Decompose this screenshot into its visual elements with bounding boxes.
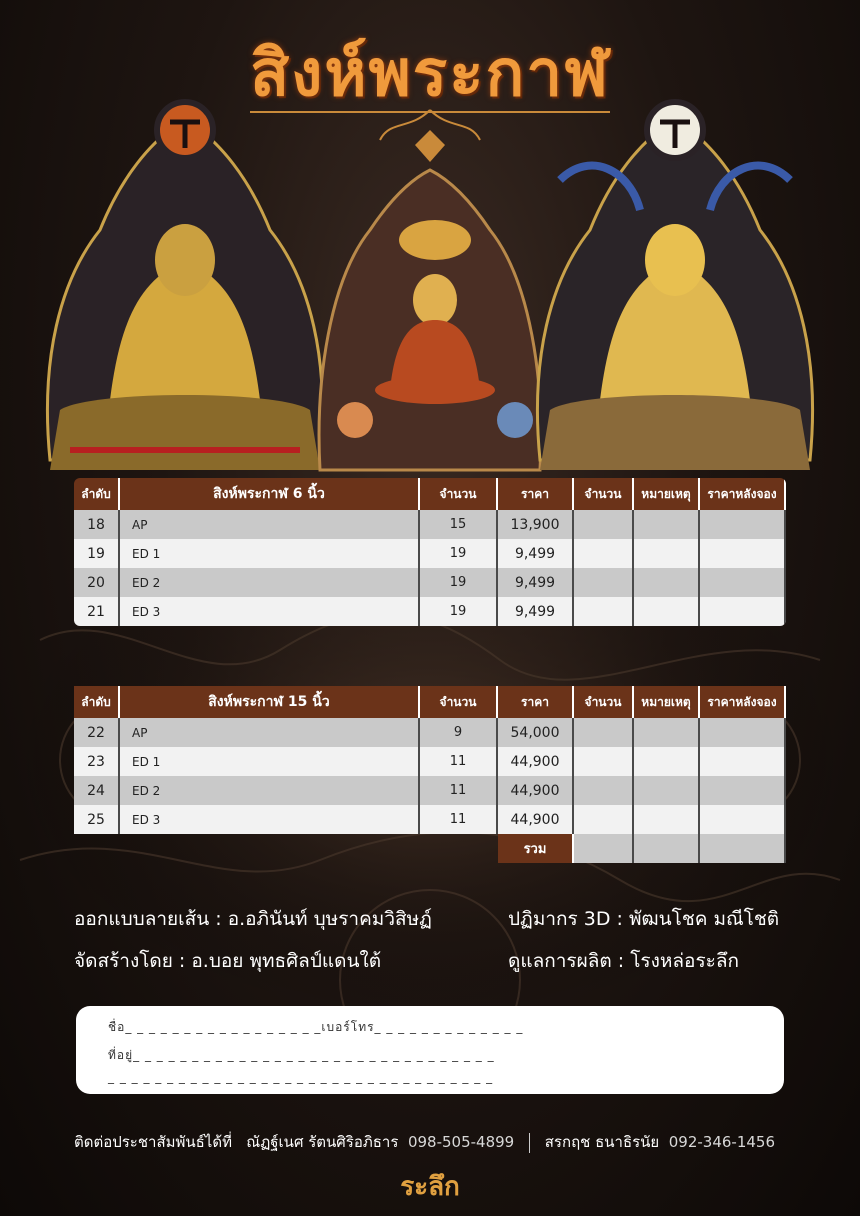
price-table-6-inch xyxy=(74,478,786,626)
header-order-quantity: จำนวน xyxy=(574,686,634,718)
row-price: 44,900 xyxy=(498,747,574,776)
address-field-line2[interactable]: _ _ _ _ _ _ _ _ _ _ _ _ _ _ _ _ _ _ _ _ _ _ _ _ _ _ _ _ _ _ _ _ _ xyxy=(108,1070,494,1084)
order-quantity-field[interactable] xyxy=(574,539,634,568)
credit-builder: จัดสร้างโดย : อ.บอย พุทธศิลป์แดนใต้ xyxy=(74,950,382,972)
header-order-quantity: จำนวน xyxy=(574,478,634,510)
price-after-booking-field[interactable] xyxy=(700,747,786,776)
order-quantity-field[interactable] xyxy=(574,747,634,776)
table-row xyxy=(74,510,786,539)
total-price-field[interactable] xyxy=(700,834,786,863)
credit-sculptor: ปฏิมากร 3D : พัฒนโชค มณีโชติ xyxy=(508,908,780,930)
total-row xyxy=(74,834,786,863)
row-price: 44,900 xyxy=(498,805,574,834)
right-statue-icon xyxy=(537,102,812,470)
row-quantity: 11 xyxy=(420,776,498,805)
name-phone-field[interactable]: ชื่อ_ _ _ _ _ _ _ _ _ _ _ _ _ _ _ _ _เบอร์โทร_ _ _ _ _ _ _ _ _ _ _ _ _ xyxy=(108,1020,524,1034)
total-quantity-field[interactable] xyxy=(574,834,634,863)
note-field[interactable] xyxy=(634,718,700,747)
page-title: สิงห์พระกาฬ xyxy=(250,36,610,111)
header-order: ลำดับ xyxy=(74,686,120,718)
price-after-booking-field[interactable] xyxy=(700,539,786,568)
row-number: 19 xyxy=(74,539,120,568)
header-quantity: จำนวน xyxy=(420,478,498,510)
row-price: 44,900 xyxy=(498,776,574,805)
price-after-booking-field[interactable] xyxy=(700,776,786,805)
row-quantity: 15 xyxy=(420,510,498,539)
table-row xyxy=(74,776,786,805)
row-edition: ED 2 xyxy=(120,568,420,597)
price-after-booking-field[interactable] xyxy=(700,510,786,539)
divider xyxy=(529,1133,530,1153)
header-item-name: สิงห์พระกาฬ 15 นิ้ว xyxy=(120,686,420,718)
middle-statue-icon xyxy=(319,170,541,470)
contact-phone-2[interactable]: 092-346-1456 xyxy=(668,1133,776,1151)
row-price: 9,499 xyxy=(498,568,574,597)
header-note: หมายเหตุ xyxy=(634,686,700,718)
row-edition: ED 3 xyxy=(120,597,420,626)
row-edition: ED 3 xyxy=(120,805,420,834)
note-field[interactable] xyxy=(634,805,700,834)
table-row xyxy=(74,568,786,597)
row-quantity: 9 xyxy=(420,718,498,747)
row-edition: AP xyxy=(120,718,420,747)
row-edition: ED 1 xyxy=(120,747,420,776)
header-item-name: สิงห์พระกาฬ 6 นิ้ว xyxy=(120,478,420,510)
header-price: ราคา xyxy=(498,686,574,718)
total-note-field[interactable] xyxy=(634,834,700,863)
row-edition: ED 2 xyxy=(120,776,420,805)
header-price-after-booking: ราคาหลังจอง xyxy=(700,478,786,510)
table-row xyxy=(74,597,786,626)
contact-phone-1[interactable]: 098-505-4899 xyxy=(407,1133,515,1151)
row-number: 22 xyxy=(74,718,120,747)
note-field[interactable] xyxy=(634,568,700,597)
table-header-row xyxy=(74,686,786,718)
header-note: หมายเหตุ xyxy=(634,478,700,510)
contact-name-1: ณัฏฐ์เนศ รัตนศิริอภิธาร xyxy=(246,1133,399,1151)
header-price: ราคา xyxy=(498,478,574,510)
row-number: 20 xyxy=(74,568,120,597)
table-row xyxy=(74,718,786,747)
table-row xyxy=(74,539,786,568)
order-form xyxy=(76,1006,784,1094)
note-field[interactable] xyxy=(634,747,700,776)
row-edition: AP xyxy=(120,510,420,539)
total-label: รวม xyxy=(498,834,574,863)
note-field[interactable] xyxy=(634,539,700,568)
table-row xyxy=(74,805,786,834)
price-after-booking-field[interactable] xyxy=(700,718,786,747)
row-quantity: 11 xyxy=(420,805,498,834)
address-field[interactable]: ที่อยู่_ _ _ _ _ _ _ _ _ _ _ _ _ _ _ _ _ _ _ _ _ _ _ _ _ _ _ _ _ _ _ xyxy=(108,1048,495,1062)
table-row xyxy=(74,747,786,776)
left-statue-icon xyxy=(47,102,322,470)
order-quantity-field[interactable] xyxy=(574,597,634,626)
order-quantity-field[interactable] xyxy=(574,568,634,597)
table-header-row xyxy=(74,478,786,510)
row-price: 54,000 xyxy=(498,718,574,747)
credit-design: ออกแบบลายเส้น : อ.อภินันท์ บุษราคมวิสิษฏ์ xyxy=(74,908,432,930)
row-price: 9,499 xyxy=(498,597,574,626)
contact-label: ติดต่อประชาสัมพันธ์ได้ที่ xyxy=(74,1133,232,1151)
credit-production: ดูแลการผลิต : โรงหล่อระลึก xyxy=(508,950,740,972)
row-quantity: 19 xyxy=(420,597,498,626)
price-table-15-inch xyxy=(74,686,786,863)
row-price: 9,499 xyxy=(498,539,574,568)
row-quantity: 11 xyxy=(420,747,498,776)
header-price-after-booking: ราคาหลังจอง xyxy=(700,686,786,718)
price-after-booking-field[interactable] xyxy=(700,568,786,597)
note-field[interactable] xyxy=(634,510,700,539)
row-price: 13,900 xyxy=(498,510,574,539)
contact-name-2: สรกฤช ธนาธิรนัย xyxy=(544,1133,660,1151)
brand-logo: ระลึก xyxy=(400,1172,460,1202)
note-field[interactable] xyxy=(634,776,700,805)
row-quantity: 19 xyxy=(420,539,498,568)
order-quantity-field[interactable] xyxy=(574,805,634,834)
statues-illustration xyxy=(30,60,830,480)
row-number: 24 xyxy=(74,776,120,805)
order-quantity-field[interactable] xyxy=(574,718,634,747)
note-field[interactable] xyxy=(634,597,700,626)
row-number: 18 xyxy=(74,510,120,539)
row-edition: ED 1 xyxy=(120,539,420,568)
row-number: 25 xyxy=(74,805,120,834)
header-order: ลำดับ xyxy=(74,478,120,510)
row-quantity: 19 xyxy=(420,568,498,597)
row-number: 23 xyxy=(74,747,120,776)
price-after-booking-field[interactable] xyxy=(700,805,786,834)
order-quantity-field[interactable] xyxy=(574,510,634,539)
contact-info xyxy=(74,1130,775,1154)
header-quantity: จำนวน xyxy=(420,686,498,718)
price-after-booking-field[interactable] xyxy=(700,597,786,626)
row-number: 21 xyxy=(74,597,120,626)
order-quantity-field[interactable] xyxy=(574,776,634,805)
